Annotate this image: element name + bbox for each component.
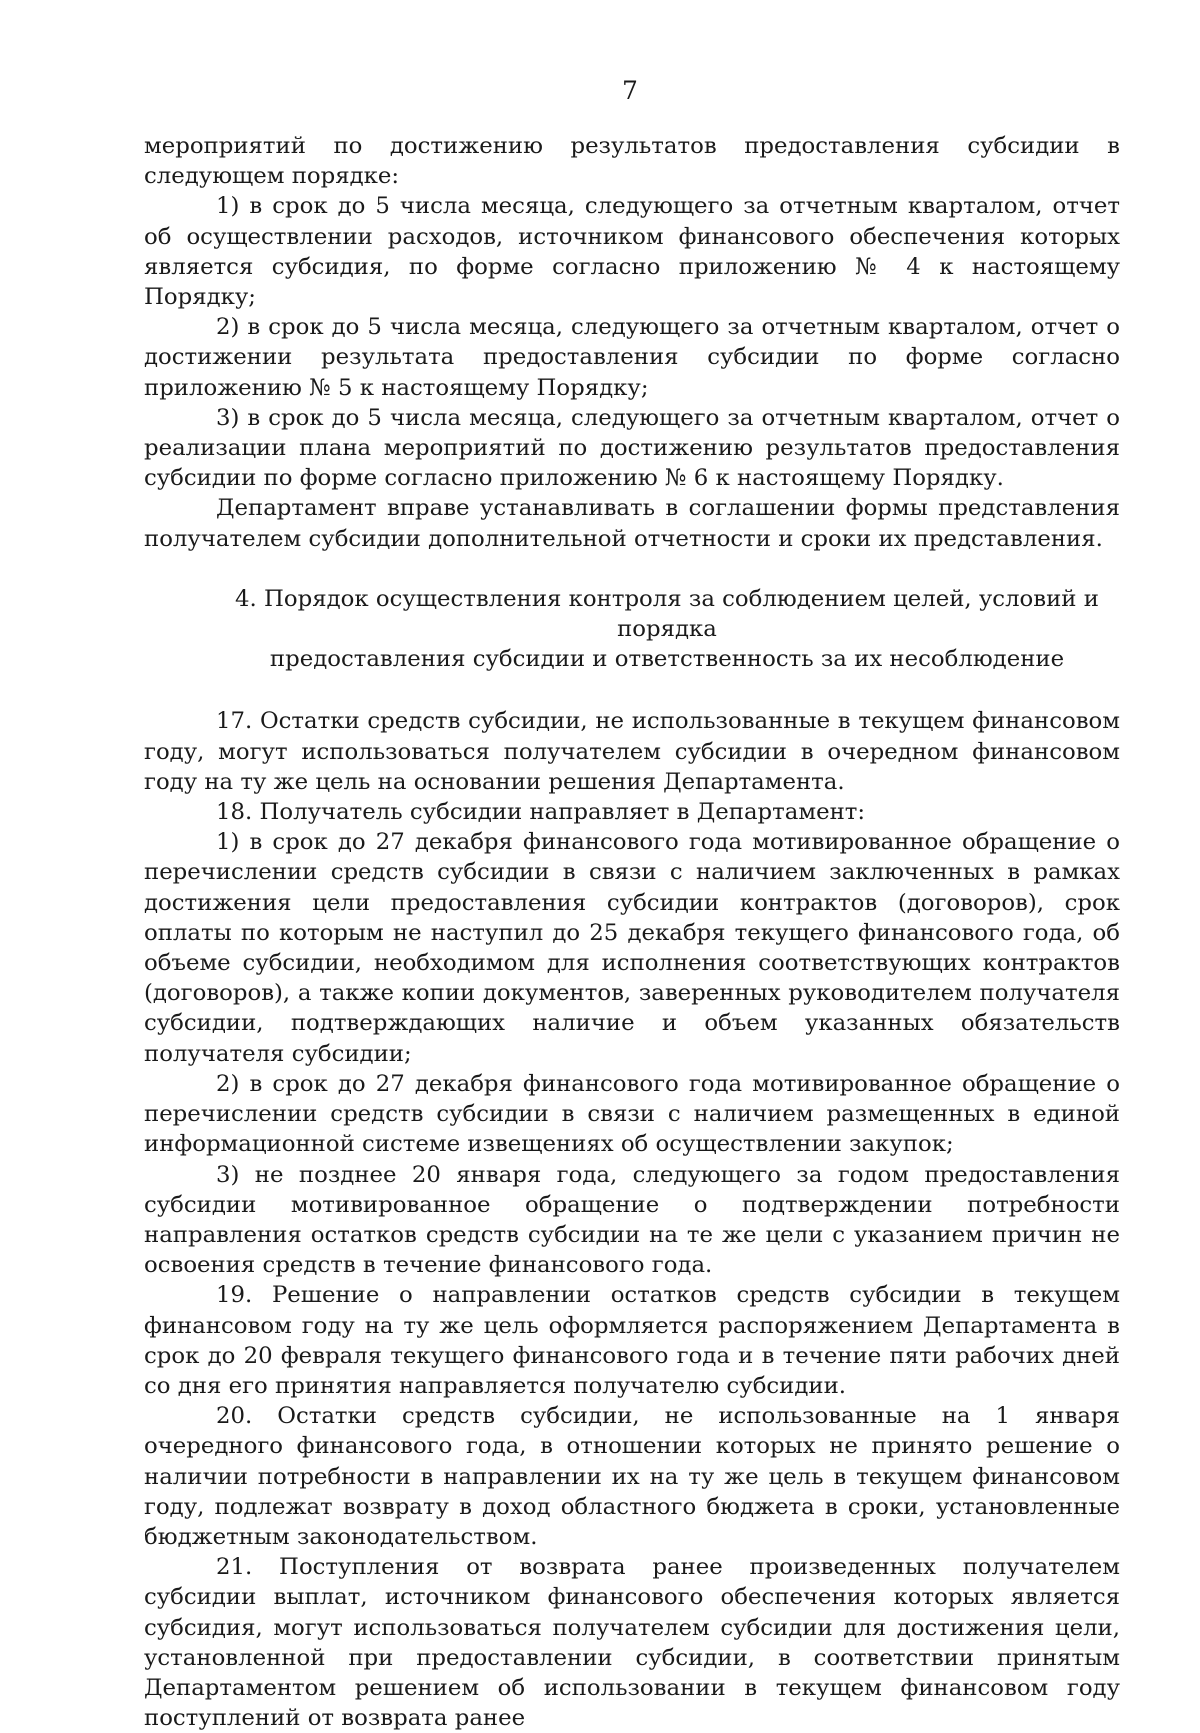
list-item-report-expenses: 1) в срок до 5 числа месяца, следующего за отчетным кварталом, отчет об осуществлении расходов, источником финансового обеспечения которых является субсидия, по форме согласно приложению № 4 к настоящему Порядку; <box>144 193 1120 311</box>
paragraph-19: 19. Решение о направлении остатков средств субсидии в текущем финансовом году на ту же цель оформляется распоряжением Департамента в срок до 20 февраля текущего финансового года и в течение пяти рабочих дней со дня его принятия направляется получателю субсидии. <box>144 1282 1120 1399</box>
paragraph-17: 17. Остатки средств субсидии, не использованные в текущем финансовом году, могут использоваться получателем субсидии в очередном финансовом году на ту же цель на основании решения Департамента. <box>144 708 1120 795</box>
paragraph-additional-reporting: Департамент вправе устанавливать в соглашении формы представления получателем субсидии дополнительной отчетности и сроки их представления. <box>144 495 1120 552</box>
section-heading <box>144 584 1120 675</box>
paragraph-18-item-2: 2) в срок до 27 декабря финансового года мотивированное обращение о перечислении средств субсидии в связи с наличием размещенных в единой информационной системе извещениях об осуществлении закупок; <box>144 1070 1120 1158</box>
section-heading-line-2: предоставления субсидии и ответственность за их несоблюдение <box>269 646 1065 673</box>
paragraph-18-item-1: 1) в срок до 27 декабря финансового года мотивированное обращение о перечислении средств субсидии в связи с наличием заключенных в рамках достижения цели предоставления субсидии контрактов (договоров), срок оплаты по которым не наступил до 25 декабря текущего финансового года, об объеме субсидии, необходимом для исполнения соответствующих контрактов (договоров), а также копии документов, заверенных руководителем получателя субсидии, подтверждающих наличие и объем указанных обязательств получателя субсидии; <box>144 829 1120 1067</box>
paragraph-21: 21. Поступления от возврата ранее произведенных получателем субсидии выплат, источником финансового обеспечения которых является субсидия, могут использоваться получателем субсидии для достижения цели, установленной при предоставлении субсидии, в соответствии принятым Департаментом решением об использовании в текущем финансовом году поступлений от возврата ранее <box>144 1554 1120 1732</box>
paragraph-20: 20. Остатки средств субсидии, не использованные на 1 января очередного финансового года, в отношении которых не принято решение о наличии потребности в направлении их на ту же цель в текущем финансовом году, подлежат возврату в доход областного бюджета в сроки, установленные бюджетным законодательством. <box>144 1403 1120 1550</box>
list-item-report-result: 2) в срок до 5 числа месяца, следующего за отчетным кварталом, отчет о достижении результата предоставления субсидии по форме согласно приложению № 5 к настоящему Порядку; <box>144 314 1120 401</box>
document-body <box>144 131 1120 1733</box>
section-heading-line-1: 4. Порядок осуществления контроля за соблюдением целей, условий и порядка <box>235 585 1099 643</box>
page-number: 7 <box>622 76 638 105</box>
list-item-report-plan: 3) в срок до 5 числа месяца, следующего за отчетным кварталом, отчет о реализации плана мероприятий по достижению результатов предоставления субсидии по форме согласно приложению № 6 к настоящему Порядку. <box>144 404 1120 492</box>
paragraph-continuation: мероприятий по достижению результатов предоставления субсидии в следующем порядке: <box>144 133 1120 190</box>
paragraph-18: 18. Получатель субсидии направляет в Департамент: <box>216 799 866 826</box>
paragraph-18-item-3: 3) не позднее 20 января года, следующего за годом предоставления субсидии мотивированное обращение о подтверждении потребности направления остатков средств субсидии на те же цели с указанием причин не освоения средств в течение финансового года. <box>144 1161 1120 1279</box>
